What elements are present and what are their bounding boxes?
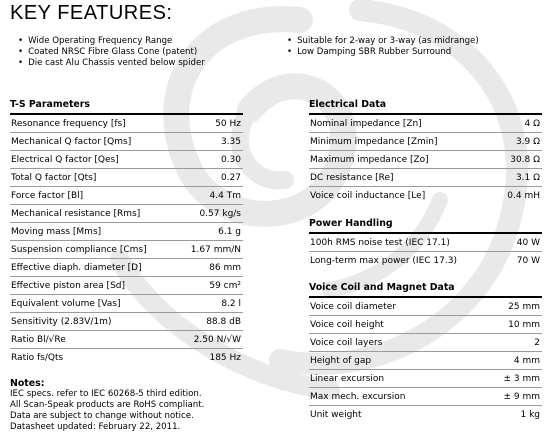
spec-label: Ratio fs/Qts bbox=[11, 352, 64, 363]
spec-value: 10 mm bbox=[475, 316, 542, 334]
spec-value: 3.1 Ω bbox=[492, 169, 542, 187]
spec-row bbox=[309, 388, 542, 406]
note-line: IEC specs. refer to IEC 60268-5 third edition. bbox=[10, 389, 202, 399]
spec-label: Resonance frequency [fs] bbox=[10, 115, 179, 133]
spec-row bbox=[10, 115, 243, 133]
spec-label: Moving mass [Mms] bbox=[10, 223, 179, 241]
spec-label: Force factor [Bl] bbox=[10, 187, 179, 205]
spec-label: 100h RMS noise test (IEC 17.1) bbox=[309, 234, 508, 252]
spec-label: Nominal impedance [Zn] bbox=[309, 115, 492, 133]
spec-row bbox=[10, 313, 243, 331]
spec-label: Effective piston area [Sd] bbox=[10, 277, 179, 295]
spec-row bbox=[10, 277, 243, 295]
spec-row bbox=[309, 370, 542, 388]
spec-row bbox=[309, 151, 542, 169]
feature-list-left bbox=[18, 36, 205, 69]
spec-row bbox=[10, 331, 243, 349]
spec-label: Equivalent volume [Vas] bbox=[10, 295, 179, 313]
spec-label: Electrical Q factor [Qes] bbox=[10, 151, 179, 169]
voice-coil-table bbox=[309, 298, 542, 423]
electrical-data-table bbox=[309, 115, 542, 204]
spec-row bbox=[10, 349, 243, 367]
spec-row bbox=[309, 352, 542, 370]
feature-item: • Coated NRSC Fibre Glass Cone (patent) bbox=[18, 47, 205, 58]
spec-row bbox=[309, 169, 542, 187]
spec-row bbox=[10, 133, 243, 151]
power-handling-heading: Power Handling bbox=[309, 218, 393, 229]
spec-label: Maximum impedance [Zo] bbox=[309, 151, 492, 169]
power-handling-table bbox=[309, 234, 542, 269]
spec-label: Ratio Bl/√Re bbox=[10, 331, 179, 349]
spec-value: 59 cm² bbox=[179, 277, 243, 295]
note-line: Data are subject to change without notice. bbox=[10, 411, 194, 421]
feature-item: • Low Damping SBR Rubber Surround bbox=[287, 47, 479, 58]
spec-value: 0.4 mH bbox=[507, 190, 540, 201]
spec-value: 3.9 Ω bbox=[492, 133, 542, 151]
spec-label: Height of gap bbox=[309, 352, 475, 370]
voice-coil-heading: Voice Coil and Magnet Data bbox=[309, 282, 455, 293]
spec-label: DC resistance [Re] bbox=[309, 169, 492, 187]
spec-label: Mechanical Q factor [Qms] bbox=[10, 133, 179, 151]
spec-row bbox=[309, 133, 542, 151]
spec-label: Sensitivity (2.83V/1m) bbox=[10, 313, 179, 331]
spec-row bbox=[10, 151, 243, 169]
spec-label: Total Q factor [Qts] bbox=[10, 169, 179, 187]
ts-parameters-heading: T-S Parameters bbox=[10, 99, 90, 110]
electrical-data-heading: Electrical Data bbox=[309, 99, 387, 110]
spec-value: 0.30 bbox=[179, 151, 243, 169]
ts-parameters-table bbox=[10, 115, 243, 366]
spec-row bbox=[309, 406, 542, 424]
spec-label: Voice coil layers bbox=[309, 334, 475, 352]
spec-value: 30.8 Ω bbox=[492, 151, 542, 169]
spec-value: 50 Hz bbox=[179, 115, 243, 133]
spec-value: 4 mm bbox=[475, 352, 542, 370]
feature-item: • Wide Operating Frequency Range bbox=[18, 36, 205, 47]
spec-label: Minimum impedance [Zmin] bbox=[309, 133, 492, 151]
spec-row bbox=[309, 234, 542, 252]
spec-row bbox=[10, 241, 243, 259]
spec-label: Suspension compliance [Cms] bbox=[10, 241, 179, 259]
spec-row bbox=[309, 334, 542, 352]
spec-value: 4 Ω bbox=[492, 115, 542, 133]
spec-label: Voice coil diameter bbox=[309, 298, 475, 316]
spec-value: 185 Hz bbox=[209, 352, 241, 363]
spec-value: 25 mm bbox=[475, 298, 542, 316]
spec-value: 70 W bbox=[516, 255, 540, 266]
feature-item: • Die cast Alu Chassis vented below spider bbox=[18, 58, 205, 69]
spec-value: 88.8 dB bbox=[179, 313, 243, 331]
spec-label: Voice coil inductance [Le] bbox=[310, 190, 426, 201]
spec-row bbox=[10, 205, 243, 223]
spec-value: 1 kg bbox=[520, 409, 540, 420]
spec-value: 2.50 N/√W bbox=[179, 331, 243, 349]
feature-item: • Suitable for 2-way or 3-way (as midrange) bbox=[287, 36, 479, 47]
spec-row bbox=[10, 223, 243, 241]
spec-label: Long-term max power (IEC 17.3) bbox=[310, 255, 457, 266]
spec-value: 4.4 Tm bbox=[179, 187, 243, 205]
spec-row bbox=[10, 259, 243, 277]
spec-row bbox=[10, 187, 243, 205]
notes-heading: Notes: bbox=[10, 378, 45, 389]
spec-row bbox=[309, 316, 542, 334]
spec-label: Mechanical resistance [Rms] bbox=[10, 205, 179, 223]
notes-text bbox=[10, 389, 204, 433]
spec-label: Unit weight bbox=[310, 409, 362, 420]
spec-value: ± 9 mm bbox=[475, 388, 542, 406]
spec-value: 8.2 l bbox=[179, 295, 243, 313]
spec-value: 6.1 g bbox=[179, 223, 243, 241]
spec-value: 2 bbox=[475, 334, 542, 352]
spec-row bbox=[10, 295, 243, 313]
spec-label: Voice coil height bbox=[309, 316, 475, 334]
spec-label: Linear excursion bbox=[309, 370, 475, 388]
spec-value: 0.27 bbox=[179, 169, 243, 187]
spec-label: Max mech. excursion bbox=[309, 388, 475, 406]
spec-row bbox=[309, 298, 542, 316]
note-line: Datasheet updated: February 22, 2011. bbox=[10, 422, 181, 432]
spec-row bbox=[10, 169, 243, 187]
spec-value: 0.57 kg/s bbox=[179, 205, 243, 223]
spec-row bbox=[309, 187, 542, 205]
spec-value: ± 3 mm bbox=[475, 370, 542, 388]
spec-row bbox=[309, 252, 542, 270]
spec-value: 86 mm bbox=[179, 259, 243, 277]
spec-value: 3.35 bbox=[179, 133, 243, 151]
note-line: All Scan-Speak products are RoHS compliant. bbox=[10, 400, 205, 410]
spec-value: 40 W bbox=[508, 234, 542, 252]
spec-label: Effective diaph. diameter [D] bbox=[10, 259, 179, 277]
spec-value: 1.67 mm/N bbox=[179, 241, 243, 259]
feature-list-right bbox=[287, 36, 479, 58]
spec-row bbox=[309, 115, 542, 133]
page-title: KEY FEATURES: bbox=[10, 2, 173, 24]
